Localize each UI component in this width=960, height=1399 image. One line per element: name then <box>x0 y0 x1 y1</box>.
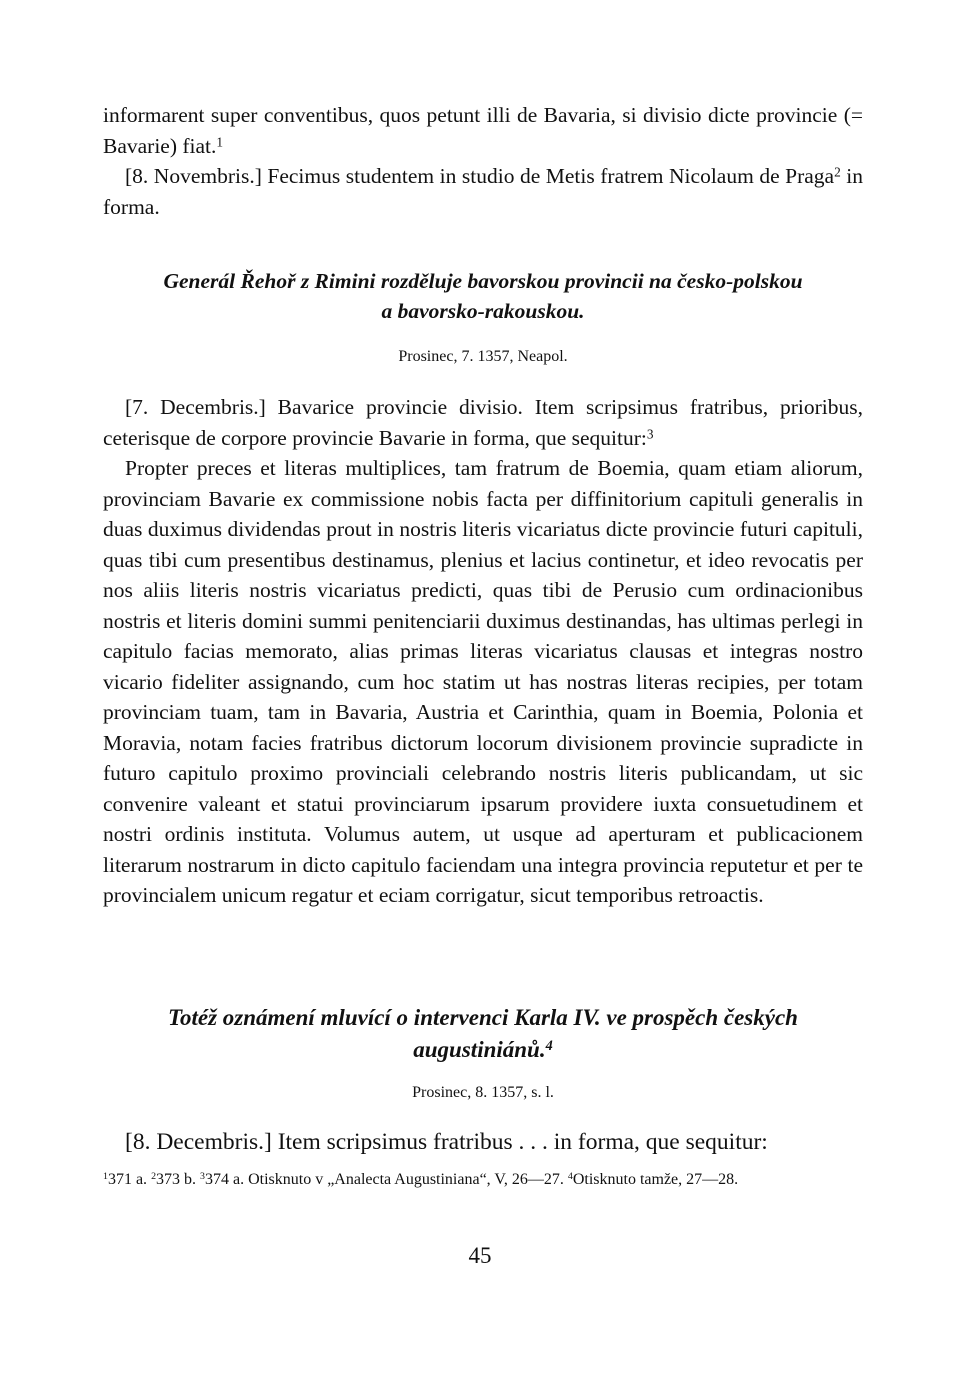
heading-line: Totéž oznámení mluvící o intervenci Karla IV. ve prospěch českých <box>168 1005 798 1030</box>
footnote-mark: 4 <box>567 1171 573 1183</box>
footnote-text: Otisknuto tamže, 27—28. <box>572 1171 739 1188</box>
footnote-mark: 1 <box>103 1171 108 1183</box>
heading-line: Generál Řehoř z Rimini rozděluje bavorskou provincii na česko-polskou <box>163 269 803 293</box>
paragraph-text: [8. Novembris.] Fecimus studentem in studio de Metis fratrem Nicolaum de Praga <box>125 164 835 188</box>
heading-line <box>103 1034 863 1066</box>
paragraph-text: in forma. <box>103 164 863 219</box>
footnote-ref: 3 <box>646 425 654 441</box>
section-heading-2 <box>103 1002 863 1066</box>
footnote-text: 374 a. Otisknuto v „Analecta Augustiniana“, V, 26—27. <box>204 1171 564 1188</box>
footnote-text: 371 a. <box>107 1171 148 1188</box>
dateline: Prosinec, 7. 1357, Neapol. <box>398 348 568 365</box>
page-number: 45 <box>468 1243 492 1268</box>
footnote-ref: 1 <box>216 133 224 149</box>
footnote-mark: 2 <box>151 1171 157 1183</box>
main-text-block <box>103 392 863 911</box>
paragraph-divisio <box>103 392 863 453</box>
section-heading-1 <box>103 266 863 326</box>
footnote-ref: 4 <box>545 1037 553 1054</box>
footnotes <box>103 1167 863 1192</box>
paragraph-november <box>103 161 863 222</box>
dateline: Prosinec, 8. 1357, s. l. <box>412 1084 554 1101</box>
paragraph-letter: Propter preces et literas multiplices, tam fratrum de Boemia, quam etiam aliorum, provinciam Bavarie ex commissione nobis facta per diffinitorium capituli generalis in duas duximus dividendas prout in nostris literis vicariatus dicte provincie futuri capituli, quas tibi cum presentibus destinamus, plenius et lacius continetur, et ideo revocatis per nos aliis literis nostris vicariatus predicti, quas tibi de Perusio cum ordinacionibus nostris et literis domini summi penitenciarii duximus destinandas, has ultimas perlegi in capitulo facias memorato, alias primas literas vicariatus clausas et integras nostro vicario fideliter assignando, cum hoc statim ut has nostras literas recipies, per totam provinciam tuam, tam in Bavaria, Austria et Carinthia, quam in Boemia, Polonia et Moravia, notam facies fratribus dictorum locorum divisionem provincie supradicte in futuro capitulo proximo provinciali celebrando nostris literis publicandam, ut sic convenire valeant et statui provinciarum ipsarum providere iuxta consuetudinem et nostri ordinis instituta. Volumus autem, ut usque ad aperturam et publicacionem literarum nostrarum in dicto capitulo faciendam una integra provincia reputetur et per te provincialem unicum regatur et eciam corrigatur, sicut temporibus retroactis. <box>103 456 863 907</box>
heading-text: augustiniánů. <box>413 1037 546 1062</box>
footnote-mark: 3 <box>200 1171 205 1183</box>
footnote-text: 373 b. <box>156 1171 197 1188</box>
paragraph-continuation <box>103 100 863 161</box>
paragraph-text: informarent super conventibus, quos petunt illi de Bavaria, si divisio dicte provincie (= Bavarie) fiat. <box>103 103 863 158</box>
footnote-ref: 2 <box>834 164 841 180</box>
paragraph-december: [8. Decembris.] Item scripsimus fratribus . . . in forma, que sequitur: <box>125 1129 768 1155</box>
heading-line: a bavorsko-rakouskou. <box>381 299 585 323</box>
top-text-block <box>103 100 863 222</box>
paragraph-text: [7. Decembris.] Bavarice provincie divisio. Item scripsimus fratribus, prioribus, ceterisque de corpore provincie Bavarie in forma, que sequitur: <box>103 395 863 450</box>
last-text-block <box>103 1125 863 1159</box>
